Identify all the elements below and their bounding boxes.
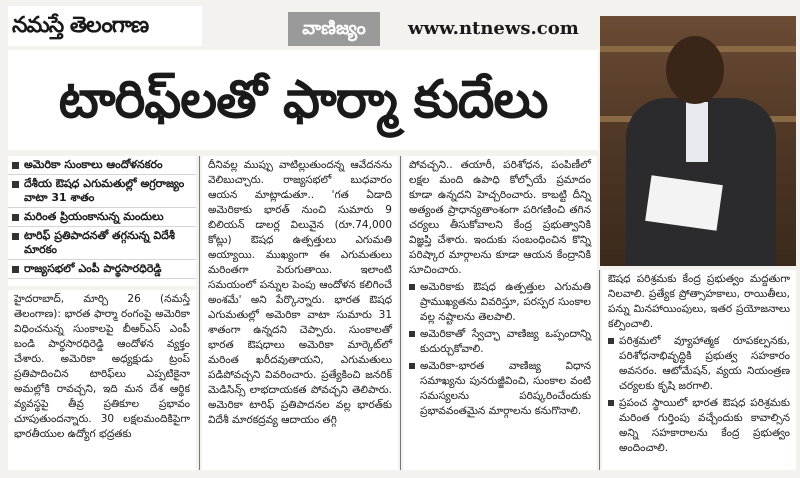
bullet-square-icon	[608, 338, 614, 344]
headline: టారిఫ్‌లతో ఫార్మా కుదేలు	[8, 50, 598, 150]
article-paragraph: దీనివల్ల ముప్పు వాటిల్లుతుందన్న ఆవేదనను వెలిబుచ్చారు. రాజ్యసభలో బుధవారం ఆయన మాట్లాడుతూ.. 'గత ఏడాది అమెరికాకు భారత్ నుంచి సుమారు 9 బిలియన్ డాలర్ల విలువైన (రూ.74,000 కోట్లు) ఔషధ ఉత్పత్తులు ఎగుమతి అయ్యాయి. ముఖ్యంగా ఈ ఎగుమతులు మరింతగా పెరుగుతాయి. ఇలాంటి సమయంలో పన్నుల పెంపు ఆందోళన కలిగించే అంశమే' అని పేర్కొన్నారు. భారత ఔషధ ఎగుమతుల్లో అమెరికా వాటా సుమారు 31 శాతంగా ఉన్నదని చెప్పారు. సుంకాలతో భారత ఔషధాలు అమెరికా మార్కెట్‌లో మరింత ఖరీదవుతాయని, ఎగుమతులు పడిపోవచ్చని వివరించారు. ప్రత్యేకించి జనరిక్ మెడిసిన్స్ లాభదాయకత పోవచ్చని తెలిపారు. అమెరికా టారిఫ్ ప్రతిపాదనల వల్ల భారత్‌కు విదేశీ మారకద్రవ్య ఆదాయం తగ్గి	[208, 159, 392, 426]
section-label: వాణిజ్యం	[288, 12, 380, 46]
suggestion-item: ప్రపంచ స్థాయిలో భారత ఔషధ పరిశ్రమకు మరింత గుర్తింపు వచ్చేందుకు కావాల్సిన అన్ని సహకారాలను కేంద్ర ప్రభుత్వం అందించాలి.	[608, 396, 790, 456]
suggestion-item: పరిశ్రమలో వ్యూహాత్మక రూపకల్పనకు, పరిశోధనాభివృద్ధికి ప్రభుత్వ సహకారం అవసరం. ఆటోమేషన్, వ్యయ నియంత్రణ చర్యలకు కృషి జరగాలి.	[608, 334, 790, 394]
bullet-square-icon	[608, 400, 614, 406]
highlight-item: అమెరికా సుంకాలు ఆందోళనకరం	[8, 156, 196, 175]
bullet-square-icon	[12, 266, 19, 273]
highlight-item: రాజ్యసభలో ఎంపీ పార్థసారధిరెడ్డి	[8, 260, 196, 279]
highlight-item: దేశీయ ఔషధ ఎగుమతుల్లో అగ్రరాజ్యం వాటా 31 శాతం	[8, 175, 196, 208]
article-paragraph: హైదరాబాద్, మార్చి 26 (నమస్తే తెలంగాణ): భారత ఫార్మా రంగంపై అమెరికా విధించనున్న సుంకాలపై బీఆర్ఎస్ ఎంపీ బండి పార్థసారధిరెడ్డి ఆందోళన వ్యక్తం చేశారు. అమెరికా అధ్యక్షుడు ట్రంప్ ప్రతిపాదించిన టారిఫ్‌లు ఎప్పటికైనా అమల్లోకి రావచ్చని, ఇది మన దేశ ఆర్థిక వ్యవస్థపై తీవ్ర ప్రతికూల ప్రభావం చూపుతుందన్నారు. 30 లక్షలమందికిపైగా భారతీయుల ఉద్యోగ భద్రతకు	[14, 293, 190, 440]
bullet-square-icon	[409, 284, 415, 290]
photo-shirt	[686, 102, 708, 162]
bullet-square-icon	[409, 331, 415, 337]
article-paragraph: ఔషధ పరిశ్రమకు కేంద్ర ప్రభుత్వం మద్దతుగా నిలవాలి. ప్రత్యేక ప్రోత్సాహకాలు, రాయితీలు, పన్ను మినహాయింపులు, ఇతర ప్రయోజనాలు కల్పించాలి.	[608, 273, 790, 330]
photo-head	[666, 36, 724, 104]
suggestion-item: అమెరికాకు ఔషధ ఉత్పత్తుల ఎగుమతి ప్రాముఖ్యతను వివరిస్తూ, పరస్పర సుంకాల వల్ల నష్టాలను తెలపాలి.	[409, 280, 591, 325]
column-divider	[400, 156, 401, 470]
article-column-4	[602, 270, 796, 470]
bullet-square-icon	[12, 214, 19, 221]
article-column-3	[403, 156, 597, 470]
website-url: www.ntnews.com	[408, 18, 579, 39]
suggestion-item: అమెరికా-భారత వాణిజ్య విధాన సమాఖ్యను పునరుజ్జీవించి, సుంకాల వంటి సమస్యలను పరిష్కరించేందుకు ప్రభావవంతమైన మార్గాలను కనుగొనాలి.	[409, 359, 591, 419]
column-divider	[199, 156, 200, 470]
mp-photo	[600, 16, 796, 266]
bullet-square-icon	[12, 162, 19, 169]
photo-paper	[645, 175, 723, 231]
bullet-square-icon	[12, 181, 19, 188]
masthead-logo: నమస్తే తెలంగాణ	[8, 6, 202, 46]
bullet-square-icon	[12, 233, 19, 240]
article-paragraph: పోవచ్చని.. తయారీ, పరిశోధన, పంపిణీలో లక్షల మంది ఉపాధి కోల్పోయే ప్రమాదం కూడా ఉన్నదని హెచ్చరించారు. కాబట్టి దీన్ని అత్యంత ప్రాధాన్యతాంశంగా పరిగణించి తగిన చర్యలు తీసుకోవాలని కేంద్ర ప్రభుత్వానికి విజ్ఞప్తి చేశారు. ఇందుకు సంబంధించిన కొన్ని పరిష్కార మార్గాలను కూడా ఆయన కేంద్రానికి సూచించారు.	[409, 159, 591, 276]
article-column-2	[202, 156, 398, 470]
highlights-box	[8, 156, 196, 286]
highlight-item: టారిఫ్ ప్రతిపాదనతో తగ్గనున్న విదేశీ మారకం	[8, 227, 196, 260]
article-column-1	[8, 290, 196, 470]
column-divider	[599, 270, 600, 470]
suggestion-item: అమెరికాతో స్వేచ్ఛా వాణిజ్య ఒప్పందాన్ని కుదుర్చుకోవాలి.	[409, 327, 591, 357]
highlight-item: మరింత ప్రియంకానున్న మందులు	[8, 208, 196, 227]
bullet-square-icon	[409, 363, 415, 369]
